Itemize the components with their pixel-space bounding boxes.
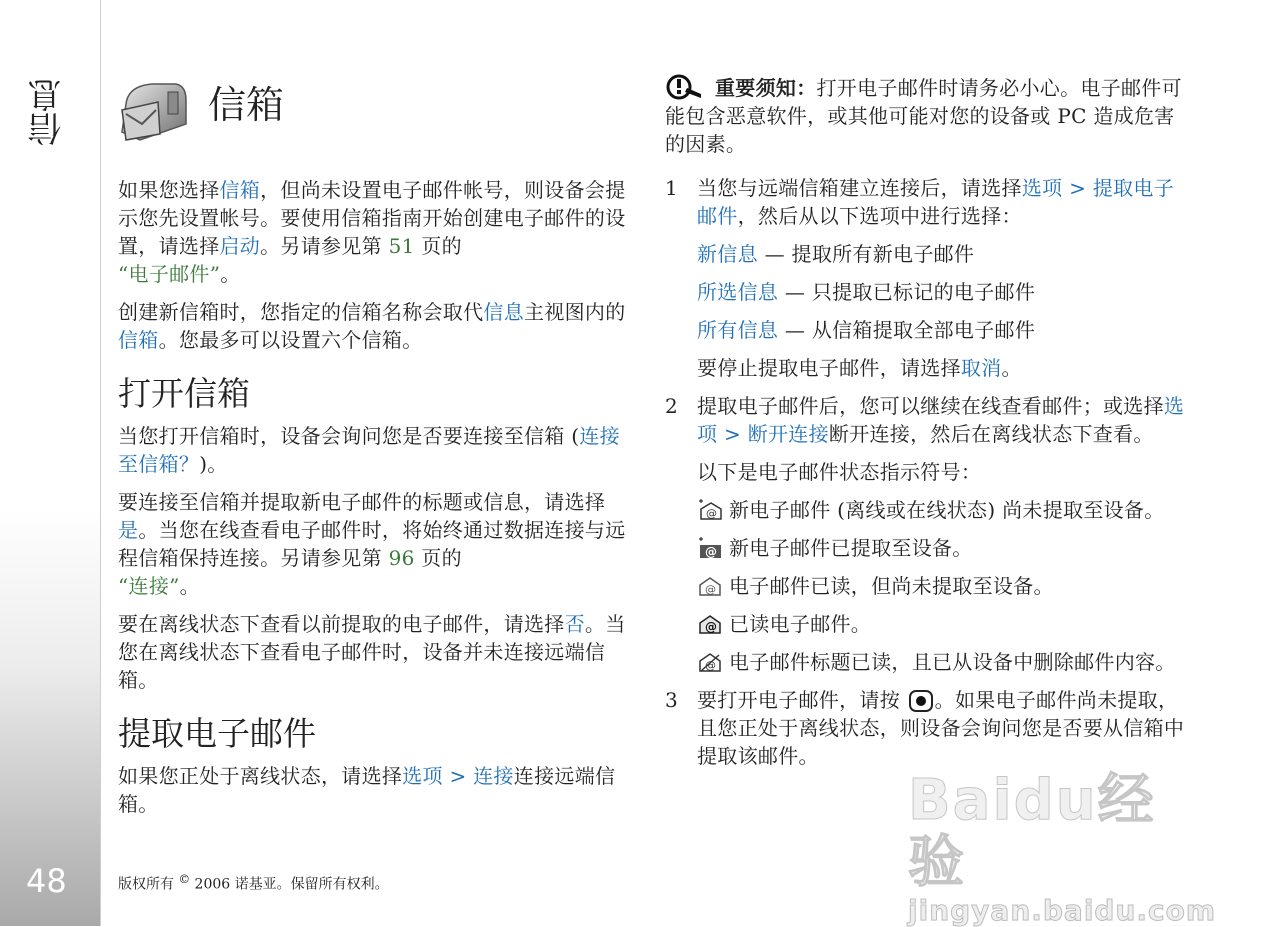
watermark-brand: Baidu经验 <box>908 768 1156 895</box>
heading-open-mailbox: 打开信箱 <box>118 374 250 413</box>
mailbox-icon <box>118 80 188 142</box>
page-ref-51[interactable]: 51 <box>388 234 415 258</box>
link-yes[interactable]: 是 <box>118 518 139 542</box>
step-2: 2 提取电子邮件后，您可以继续在线查看邮件；或选择选项 > 断开连接断开连接，然后在离线状态下查看。 <box>665 394 1185 446</box>
link-mailbox-2[interactable]: 信箱 <box>118 328 159 352</box>
link-start[interactable]: 启动 <box>219 234 261 258</box>
heading-fetch-email: 提取电子邮件 <box>118 714 316 753</box>
title-row <box>118 74 636 170</box>
link-messaging[interactable]: 信息 <box>483 300 525 324</box>
intro-paragraph: 如果您选择信箱，但尚未设置电子邮件帐号，则设备会提示您先设置帐号。要使用信箱指南开始创建电子邮件的设置，请选择启动。另请参见第 51 页的 “电子邮件”。 <box>118 178 626 286</box>
svg-text:@: @ <box>705 659 717 672</box>
svg-text:@: @ <box>705 620 718 634</box>
link-options[interactable]: 选项 <box>402 764 443 788</box>
option-selected: 所选信息 — 只提取已标记的电子邮件 <box>697 280 1036 304</box>
new-unfetched-email-icon <box>697 499 723 521</box>
step-3: 3 要打开电子邮件，请按 。如果电子邮件尚未提取，且您正处于离线状态，则设备会询问您是否要从信箱中提取该邮件。 <box>665 688 1185 768</box>
link-connect-mailbox[interactable]: 连接至信箱？ <box>118 424 620 476</box>
read-email-icon <box>697 613 723 635</box>
link-no[interactable]: 否 <box>564 612 585 636</box>
copyright-symbol: © <box>178 872 191 886</box>
status-new-unfetched: @ 新电子邮件 (离线或在线状态) 尚未提取至设备。 <box>665 496 1190 524</box>
warning-label: 重要须知： <box>715 76 817 100</box>
copyright-footer: 版权所有 © 2006 诺基亚。保留所有权利。 <box>118 872 389 893</box>
cancel-note: 要停止提取电子邮件，请选择取消。 <box>697 356 1022 380</box>
page-title: 信箱 <box>208 83 285 127</box>
left-column <box>118 74 636 828</box>
deleted-email-icon <box>697 651 723 673</box>
option-new: 新信息 — 提取所有新电子邮件 <box>697 242 975 266</box>
status-new-fetched: @ 新电子邮件已提取至设备。 <box>665 534 1190 562</box>
ref-email[interactable]: “电子邮件” <box>118 262 221 286</box>
step-1: 1 当您与远端信箱建立连接后，请选择选项 > 提取电子邮件，然后从以下选项中进行选择： <box>665 176 1174 228</box>
status-read: @ 已读电子邮件。 <box>665 610 1190 638</box>
ref-connection[interactable]: “连接” <box>118 574 180 598</box>
svg-text:@: @ <box>705 545 718 559</box>
link-options-3[interactable]: 选项 <box>697 394 1185 446</box>
link-options-2[interactable]: 选项 <box>1021 176 1063 200</box>
svg-text:@: @ <box>705 583 717 596</box>
warning-icon <box>665 74 705 100</box>
open-paragraph-2: 要连接至信箱并提取新电子邮件的标题或信息，请选择是。当您在线查看电子邮件时，将始终通过数据连接与远程信箱保持连接。另请参见第 96 页的 “连接”。 <box>118 490 626 598</box>
svg-text:@: @ <box>706 507 718 520</box>
open-paragraph-3: 要在离线状态下查看以前提取的电子邮件，请选择否。当您在离线状态下查看电子邮件时，设备并未连接远端信箱。 <box>118 612 626 692</box>
watermark-url: jingyan.baidu.com <box>908 894 1217 927</box>
page-ref-96[interactable]: 96 <box>388 546 415 570</box>
link-cancel[interactable]: 取消 <box>960 356 1002 380</box>
baidu-watermark <box>908 768 1217 927</box>
sidebar <box>0 0 101 926</box>
new-fetched-email-icon <box>697 537 723 559</box>
page-number: 48 <box>26 862 67 900</box>
open-paragraph-1: 当您打开信箱时，设备会询问您是否要连接至信箱 (连接至信箱？)。 <box>118 424 620 476</box>
right-column <box>665 74 1190 780</box>
status-read-unfetched: @ 电子邮件已读，但尚未提取至设备。 <box>665 572 1190 600</box>
link-fetch-email[interactable]: 提取电子邮件 <box>697 176 1174 228</box>
link-mailbox[interactable]: 信箱 <box>219 178 261 202</box>
section-label: 信息 <box>28 78 68 146</box>
mailbox-name-paragraph: 创建新信箱时，您指定的信箱名称会取代信息主视图内的信箱。您最多可以设置六个信箱。 <box>118 300 626 352</box>
fetch-paragraph: 如果您正处于离线状态，请选择选项 > 连接连接远端信箱。 <box>118 764 616 816</box>
link-disconnect[interactable]: 断开连接 <box>747 422 829 446</box>
link-connect[interactable]: 连接 <box>473 764 514 788</box>
warning-note: 重要须知：打开电子邮件时请务必小心。电子邮件可能包含恶意软件，或其他可能对您的设备或 PC 造成危害的因素。 <box>665 76 1182 156</box>
select-key-icon <box>909 690 933 712</box>
option-all: 所有信息 — 从信箱提取全部电子邮件 <box>697 318 1036 342</box>
status-deleted: @ 电子邮件标题已读，且已从设备中删除邮件内容。 <box>665 648 1190 676</box>
read-unfetched-email-icon <box>697 575 723 597</box>
status-intro: 以下是电子邮件状态指示符号： <box>697 460 982 484</box>
